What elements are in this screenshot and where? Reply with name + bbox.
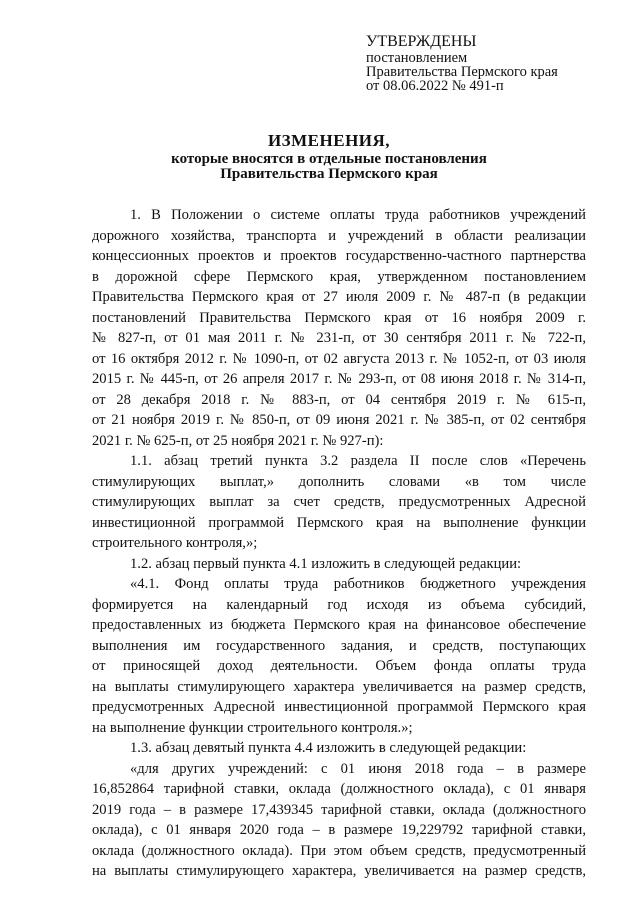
approval-line-3: от 08.06.2022 № 491-п [366, 78, 504, 94]
body-line: от 21 ноября 2019 г. № 850-п, от 09 июня 2021 г. № 385-п, от 02 сентября [92, 412, 586, 428]
approval-line-2: Правительства Пермского края [366, 64, 558, 80]
body-line: стимулирующих выплат,» дополнить словами «в том числе [92, 473, 586, 490]
body-line: оклада), с 01 января 2020 года – в размере 19,229792 тарифной ставки, [92, 822, 586, 838]
body-line: дорожного хозяйства, транспорта и учреждений в области реализации [92, 227, 586, 244]
body-line: на выплаты стимулирующего характера, увеличивается на размер средств, [92, 863, 586, 879]
approval-line-1: постановлением [366, 50, 468, 66]
body-line: 1.3. абзац девятый пункта 4.4 изложить в следующей редакции: [130, 740, 527, 756]
body-line: выполнения им государственного задания, и средств, поступающих [92, 637, 586, 654]
body-line: формируется на календарный год исходя из объема субсидий, [92, 596, 586, 613]
body-line: 2015 г. № 445-п, от 26 апреля 2017 г. № 293-п, от 08 июня 2018 г. № 314-п, [92, 371, 586, 387]
document-subtitle [0, 152, 640, 182]
body-line: 16,852864 тарифной ставки, оклада (должностного оклада), с 01 января [92, 781, 586, 797]
body-line: 1.2. абзац первый пункта 4.1 изложить в следующей редакции: [130, 555, 522, 572]
subtitle-line-1: которые вносятся в отдельные постановления [171, 151, 487, 167]
body-line: 2021 г. № 625-п, от 25 ноября 2021 г. № 927-п): [92, 432, 384, 449]
body-line: № 827-п, от 01 мая 2011 г. № 231-п, от 30 сентября 2011 г. № 722-п, [92, 330, 586, 346]
body-line: от 28 декабря 2018 г. № 883-п, от 04 сентября 2019 г. № 615-п, [92, 391, 586, 408]
body-line: 1.1. абзац третий пункта 3.2 раздела II после слов «Перечень [130, 453, 586, 469]
body-line: от 16 октября 2012 г. № 1090-п, от 02 августа 2013 г. № 1052-п, от 03 июля [92, 350, 586, 367]
body-line: 1. В Положении о системе оплаты труда работников учреждений [130, 207, 586, 223]
body-line: концессионных проектов и проектов государственно-частного партнерства [92, 248, 586, 264]
body-line: предусмотренных Адресной инвестиционной программой Пермского края [92, 699, 586, 715]
body-line: «4.1. Фонд оплаты труда работников бюджетного учреждения [130, 576, 586, 592]
body-line: строительного контроля,»; [92, 535, 258, 551]
body-line: предоставленных из бюджета Пермского края на финансовое обеспечение [92, 617, 586, 633]
body-line: в дорожной сфере Пермского края, утвержденном постановлением [92, 268, 586, 285]
document-title: ИЗМЕНЕНИЯ, [267, 131, 391, 150]
body-line: стимулирующих выплат за счет средств, предусмотренных Адресной [92, 494, 586, 510]
body-line: Правительства Пермского края от 27 июля 2009 г. № 487-п (в редакции [92, 289, 586, 305]
approval-stamp [366, 33, 558, 93]
body-line: инвестиционной программой Пермского края на выполнение функции [92, 514, 586, 531]
body-line: «для других учреждений: с 01 июня 2018 года – в размере [130, 760, 586, 777]
body-line: на выполнение функции строительного контроля.»; [92, 719, 413, 736]
body-line: оклада (должностного оклада). При этом объем средств, предусмотренный [92, 842, 586, 859]
document-body [92, 205, 586, 882]
body-line: 2019 года – в размере 17,439345 тарифной ставки, оклада (должностного [92, 801, 586, 818]
body-line: от приносящей доход деятельности. Объем фонда оплаты труда [92, 658, 586, 674]
approval-title: УТВЕРЖДЕНЫ [366, 33, 477, 50]
body-line: постановлений Правительства Пермского края от 16 ноября 2009 г. [92, 309, 586, 326]
body-line: на выплаты стимулирующего характера увеличивается на размер средств, [92, 678, 586, 695]
subtitle-line-2: Правительства Пермского края [220, 166, 438, 182]
